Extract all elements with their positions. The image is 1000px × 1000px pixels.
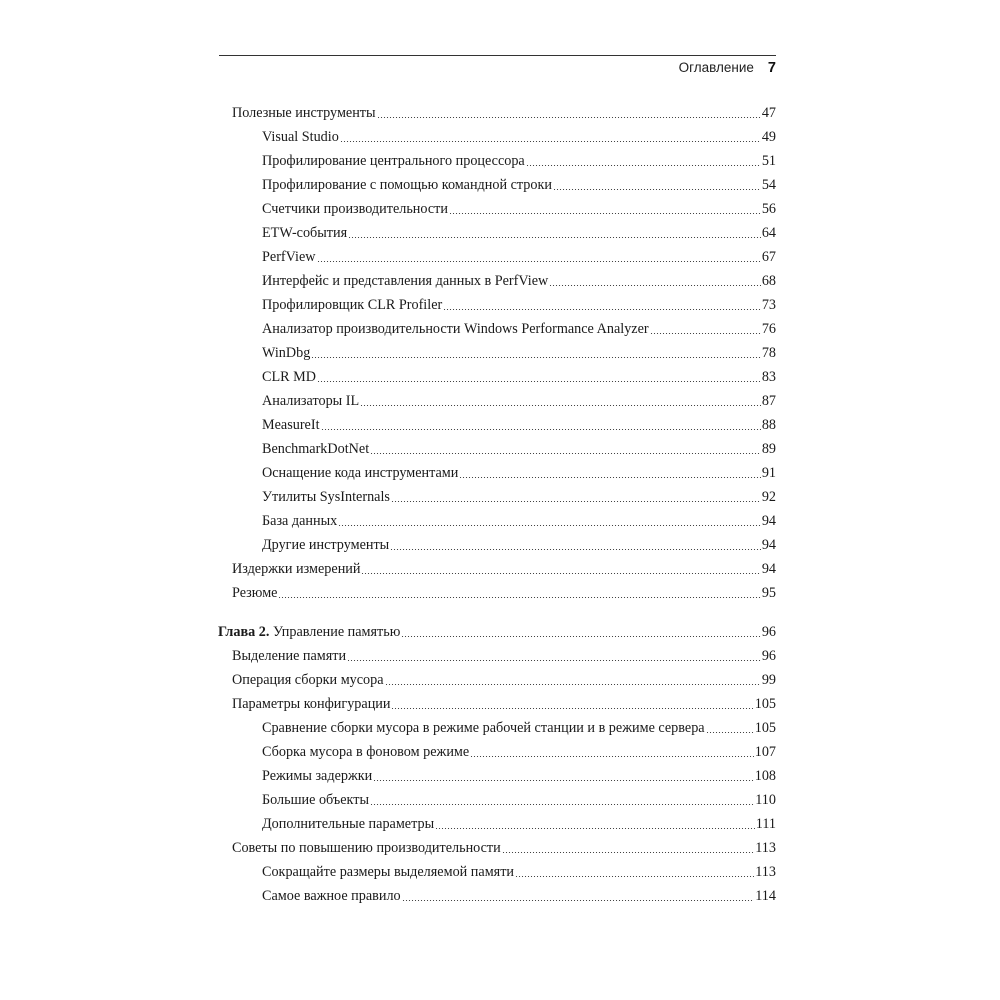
- toc-entry-label: База данных: [262, 513, 338, 529]
- leader-dots: [459, 477, 760, 478]
- toc-entry[interactable]: [262, 152, 776, 170]
- toc-entry-label: Издержки измерений: [232, 561, 361, 577]
- toc-entry-page: 114: [755, 888, 776, 904]
- toc-entry-page: 113: [755, 864, 776, 880]
- toc-entry[interactable]: [262, 536, 776, 554]
- toc-entry-label: Другие инструменты: [262, 537, 390, 553]
- toc-entry-page: 83: [761, 369, 776, 385]
- toc-entry-page: 89: [761, 441, 776, 457]
- toc-entry[interactable]: [232, 647, 776, 665]
- leader-dots: [402, 900, 755, 901]
- toc-entry-page: 94: [761, 513, 776, 529]
- toc-entry-label: Оснащение кода инструментами: [262, 465, 459, 481]
- toc-entry-label: Большие объекты: [262, 792, 369, 808]
- toc-entry-page: 91: [761, 465, 776, 481]
- leader-dots: [391, 708, 753, 709]
- page-number: 7: [767, 60, 776, 76]
- toc-entry[interactable]: [262, 200, 776, 218]
- running-head-title: Оглавление: [678, 60, 754, 75]
- toc-entry[interactable]: [262, 887, 776, 905]
- toc-entry-page: 56: [761, 201, 776, 217]
- toc-entry-page: 113: [755, 840, 776, 856]
- toc-entry-page: 87: [761, 393, 776, 409]
- leader-dots: [553, 189, 761, 190]
- leader-dots: [549, 285, 761, 286]
- leader-dots: [278, 597, 760, 598]
- leader-dots: [338, 525, 761, 526]
- toc-entry-page: 64: [761, 225, 776, 241]
- toc-entry[interactable]: [262, 248, 776, 266]
- toc-entry[interactable]: [232, 560, 776, 578]
- leader-dots: [435, 828, 755, 829]
- leader-dots: [391, 501, 761, 502]
- toc-entry[interactable]: [232, 104, 776, 122]
- toc-entry-page: 68: [761, 273, 776, 289]
- chapter-prefix: Глава 2.: [218, 624, 270, 640]
- toc-entry-label: Профилировщик CLR Profiler: [262, 297, 443, 313]
- toc-entry-label: MeasureIt: [262, 417, 320, 433]
- toc-entry-label: ETW-события: [262, 225, 348, 241]
- leader-dots: [401, 636, 760, 637]
- toc-entry-label: Сокращайте размеры выделяемой памяти: [262, 864, 514, 880]
- leader-dots: [706, 732, 754, 733]
- leader-dots: [370, 453, 761, 454]
- toc-entry[interactable]: [262, 320, 776, 338]
- toc-entry-label: Полезные инструменты: [232, 105, 376, 121]
- toc-entry[interactable]: [262, 392, 776, 410]
- toc-entry-page: 111: [755, 816, 776, 832]
- toc-entry-label: Параметры конфигурации: [232, 696, 391, 712]
- toc-entry[interactable]: [262, 488, 776, 506]
- leader-dots: [347, 660, 761, 661]
- leader-dots: [361, 573, 760, 574]
- toc-entry[interactable]: [262, 863, 776, 881]
- toc-entry-label: Режимы задержки: [262, 768, 373, 784]
- leader-dots: [321, 429, 761, 430]
- toc-entry-page: 76: [761, 321, 776, 337]
- toc-entry[interactable]: [262, 767, 776, 785]
- toc-entry-label: Счетчики производительности: [262, 201, 448, 217]
- toc-entry[interactable]: [262, 344, 776, 362]
- leader-dots: [385, 684, 761, 685]
- toc-entry[interactable]: [262, 791, 776, 809]
- leader-dots: [526, 165, 761, 166]
- toc-entry-page: 51: [761, 153, 776, 169]
- leader-dots: [373, 780, 753, 781]
- toc-entry-page: 99: [761, 672, 776, 688]
- leader-dots: [390, 549, 761, 550]
- toc-entry-page: 67: [761, 249, 776, 265]
- toc-entry[interactable]: [232, 839, 776, 857]
- toc-entry-label: Утилиты SysInternals: [262, 489, 390, 505]
- leader-dots: [370, 804, 754, 805]
- leader-dots: [502, 852, 755, 853]
- leader-dots: [515, 876, 754, 877]
- toc-entry-label: Профилирование с помощью командной строки: [262, 177, 552, 193]
- toc-entry-page: 88: [761, 417, 776, 433]
- toc-entry[interactable]: [262, 224, 776, 242]
- toc-entry[interactable]: [262, 815, 776, 833]
- toc-entry-page: 54: [761, 177, 776, 193]
- leader-dots: [348, 237, 761, 238]
- leader-dots: [360, 405, 761, 406]
- toc-entry-page: 47: [761, 105, 776, 121]
- toc-entry-label: BenchmarkDotNet: [262, 441, 370, 457]
- toc-entry-page: 107: [754, 744, 776, 760]
- toc-entry-page: 49: [761, 129, 776, 145]
- toc-entry-label: Visual Studio: [262, 129, 339, 145]
- leader-dots: [317, 381, 761, 382]
- toc-entry-label: WinDbg: [262, 345, 311, 361]
- toc-chapter-heading[interactable]: [218, 623, 776, 641]
- toc-entry-label: Профилирование центрального процессора: [262, 153, 525, 169]
- toc-entry[interactable]: [232, 584, 776, 602]
- toc-entry-label: Операция сборки мусора: [232, 672, 384, 688]
- toc-entry-label: [218, 623, 400, 641]
- toc-entry-page: 94: [761, 561, 776, 577]
- toc-entry[interactable]: [262, 368, 776, 386]
- toc-entry[interactable]: [262, 512, 776, 530]
- leader-dots: [377, 117, 761, 118]
- toc-entry-label: Сборка мусора в фоновом режиме: [262, 744, 470, 760]
- toc-entry[interactable]: [262, 416, 776, 434]
- toc-entry[interactable]: [262, 176, 776, 194]
- toc-entry[interactable]: [262, 128, 776, 146]
- toc-entry[interactable]: [262, 440, 776, 458]
- running-head: [560, 60, 776, 76]
- toc-entry-page: 108: [754, 768, 776, 784]
- toc-entry-page: 105: [754, 696, 776, 712]
- toc-entry-label: CLR MD: [262, 369, 316, 385]
- leader-dots: [650, 333, 761, 334]
- toc-entry-page: 96: [761, 624, 776, 640]
- toc-entry-label: Интерфейс и представления данных в PerfView: [262, 273, 549, 289]
- toc-entry-label: Анализаторы IL: [262, 393, 360, 409]
- chapter-title: Управление памятью: [272, 624, 401, 640]
- toc-entry[interactable]: [262, 743, 776, 761]
- toc-entry[interactable]: [262, 719, 776, 737]
- toc-entry-label: Советы по повышению производительности: [232, 840, 501, 856]
- leader-dots: [443, 309, 761, 310]
- toc-entry-page: 95: [761, 585, 776, 601]
- toc-entry-page: 78: [761, 345, 776, 361]
- toc-entry-label: Анализатор производительности Windows Performance Analyzer: [262, 321, 649, 337]
- leader-dots: [449, 213, 761, 214]
- toc-entry-page: 96: [761, 648, 776, 664]
- toc-entry-label: Сравнение сборки мусора в режиме рабочей станции и в режиме сервера: [262, 720, 705, 736]
- leader-dots: [317, 261, 761, 262]
- leader-dots: [470, 756, 754, 757]
- toc-entry-page: 105: [754, 720, 776, 736]
- toc-entry-label: Самое важное правило: [262, 888, 401, 904]
- toc-entry-label: Выделение памяти: [232, 648, 347, 664]
- toc-entry-label: Резюме: [232, 585, 278, 601]
- toc-entry-label: PerfView: [262, 249, 316, 265]
- toc-entry[interactable]: [232, 695, 776, 713]
- toc-entry-page: 110: [755, 792, 776, 808]
- toc-entry[interactable]: [232, 671, 776, 689]
- toc-entry-page: 92: [761, 489, 776, 505]
- toc-entry-page: 73: [761, 297, 776, 313]
- toc-entry-page: 94: [761, 537, 776, 553]
- leader-dots: [311, 357, 761, 358]
- toc-entry[interactable]: [262, 272, 776, 290]
- leader-dots: [340, 141, 761, 142]
- toc-entry[interactable]: [262, 464, 776, 482]
- toc-entry-label: Дополнительные параметры: [262, 816, 435, 832]
- header-rule: [219, 55, 776, 56]
- toc-entry[interactable]: [262, 296, 776, 314]
